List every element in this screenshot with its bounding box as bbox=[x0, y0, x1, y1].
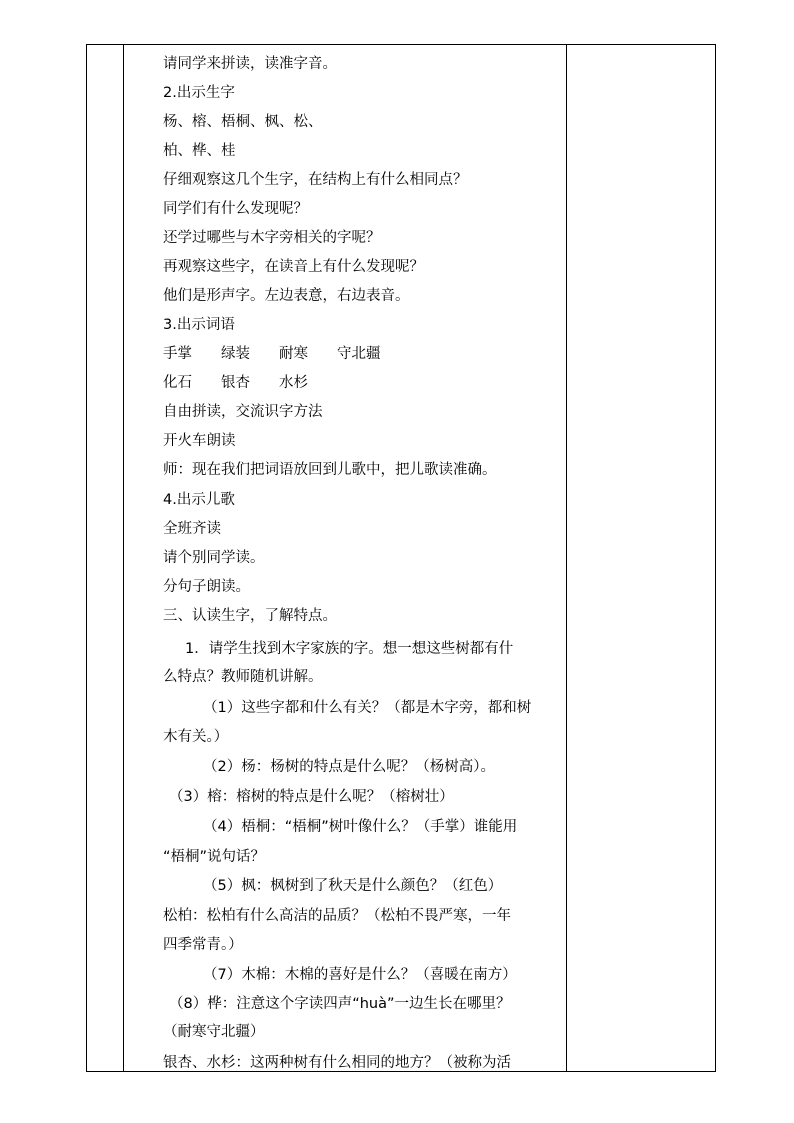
text-line: 银杏、水杉：这两种树有什么相同的地方？（被称为活 bbox=[163, 1055, 511, 1071]
text-line: （8）桦：注意这个字读四声“huà”一边生长在哪里？ bbox=[169, 996, 511, 1012]
text-line: 师：现在我们把词语放回到儿歌中，把儿歌读准确。 bbox=[163, 462, 497, 478]
text-line: 他们是形声字。左边表意，右边表音。 bbox=[163, 288, 410, 304]
text-line: 再观察这些字，在读音上有什么发现呢？ bbox=[163, 259, 424, 275]
lesson-plan-table bbox=[86, 44, 716, 1072]
text-line: 三、认读生字，了解特点。 bbox=[163, 608, 337, 624]
text-line: 杨、榕、梧桐、枫、松、 bbox=[163, 114, 323, 130]
text-line: 4.出示儿歌 bbox=[163, 492, 235, 508]
text-line: 同学们有什么发现呢？ bbox=[163, 201, 308, 217]
text-line: 化石 银杏 水杉 bbox=[163, 375, 308, 391]
text-line: 分句子朗读。 bbox=[163, 579, 250, 595]
text-line: （耐寒守北疆） bbox=[163, 1024, 265, 1040]
text-line: （3）榕：榕树的特点是什么呢？（榕树壮） bbox=[169, 789, 454, 805]
text-line: 四季常青。） bbox=[163, 937, 243, 953]
text-line: 松柏：松柏有什么高洁的品质？（松柏不畏严寒，一年 bbox=[163, 908, 511, 924]
text-line: 柏、桦、桂 bbox=[163, 143, 236, 159]
text-line: 么特点？教师随机讲解。 bbox=[163, 669, 323, 685]
text-line: 还学过哪些与木字旁相关的字呢？ bbox=[163, 230, 381, 246]
teaching-process-cell bbox=[123, 45, 566, 1071]
text-line: 木有关。） bbox=[163, 729, 229, 745]
column-divider-2 bbox=[566, 45, 567, 1071]
text-line: 全班齐读 bbox=[163, 521, 221, 537]
text-line: 自由拼读，交流识字方法 bbox=[163, 404, 323, 420]
text-line: 1．请学生找到木字家族的字。想一想这些树都有什 bbox=[185, 641, 514, 657]
text-line: （2）杨：杨树的特点是什么呢？（杨树高）。 bbox=[203, 759, 495, 775]
text-line: （4）梧桐：“梧桐”树叶像什么？（手掌）谁能用 bbox=[203, 819, 518, 835]
text-line: 2.出示生字 bbox=[163, 85, 235, 101]
text-line: （1）这些字都和什么有关？（都是木字旁，都和树 bbox=[203, 700, 532, 716]
text-line: 请个别同学读。 bbox=[163, 550, 265, 566]
text-line: 请同学来拼读，读准字音。 bbox=[163, 56, 337, 72]
text-line: 3.出示词语 bbox=[163, 317, 235, 333]
text-line: （7）木棉：木棉的喜好是什么？（喜暖在南方） bbox=[203, 967, 517, 983]
text-line: （5）枫：枫树到了秋天是什么颜色？（红色） bbox=[203, 878, 503, 894]
text-line: 手掌 绿装 耐寒 守北疆 bbox=[163, 346, 381, 362]
text-line: 开火车朗读 bbox=[163, 433, 236, 449]
text-line: 仔细观察这几个生字，在结构上有什么相同点？ bbox=[163, 172, 468, 188]
text-line: “梧桐”说句话？ bbox=[163, 849, 266, 865]
